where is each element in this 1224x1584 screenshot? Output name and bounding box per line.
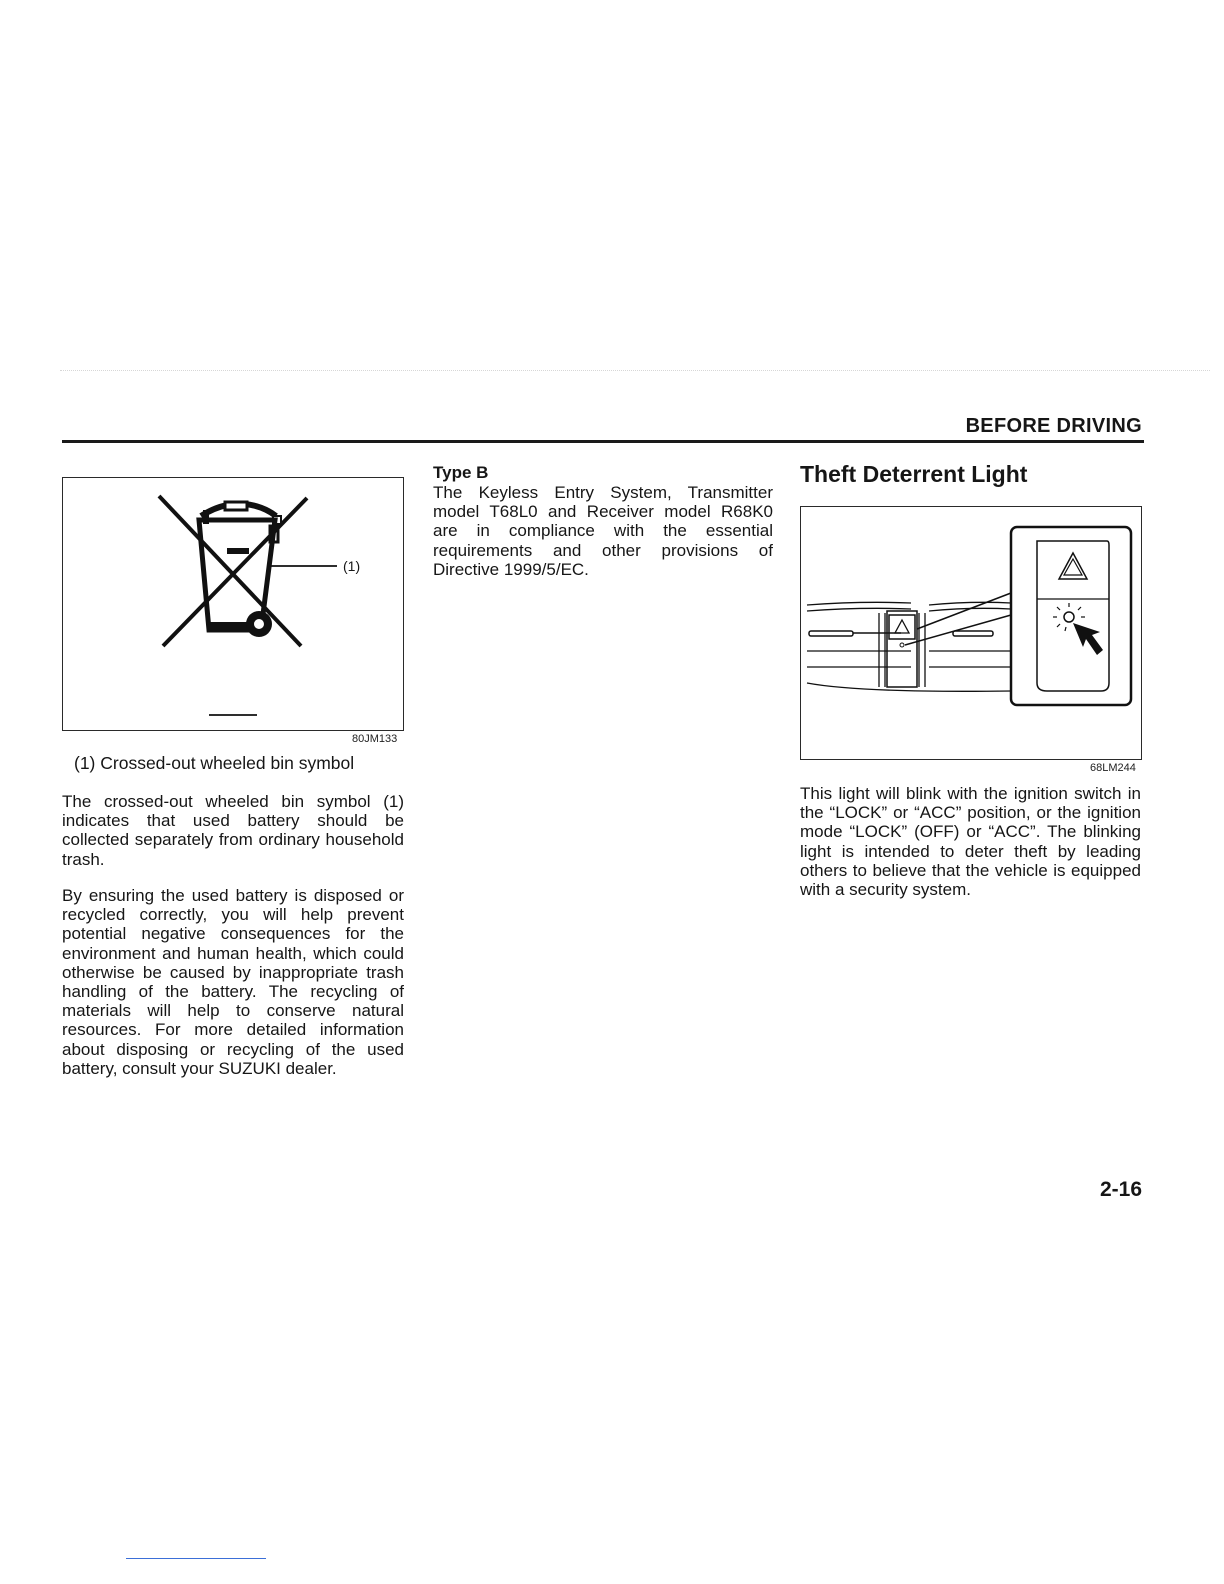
figure-code: 80JM133 [352,733,398,745]
paragraph-disposal: By ensuring the used battery is disposed or recycled correctly, you will help prevent potential negative consequences for the environment and human health, which could otherwise be caused by inappropriate trash handling of the battery. The recycling of materials will help to conserve natural resources. For more detailed information about disposing or recycling of the used battery, consult your SUZUKI dealer. [62,886,404,1078]
header-rule [62,440,1144,443]
paragraph-theft-light: This light will blink with the ignition switch in the “LOCK” or “ACC” position, or the ignition mode “LOCK” (OFF) or “ACC”. The blinking light is intended to deter theft by leading others to believe that the vehicle is equipped with a security system. [800,784,1141,900]
bin-figure [62,477,404,731]
page-number: 2-16 [1099,1178,1142,1201]
theft-light-heading: Theft Deterrent Light [800,461,1028,487]
hazard-switch-illustration-icon [801,507,1141,759]
figure-code-theft: 68LM244 [1090,762,1136,774]
section-header: BEFORE DRIVING [965,415,1142,437]
callout-label: (1) [343,558,361,574]
crossed-out-bin-icon [63,478,403,730]
paragraph-bin-symbol: The crossed-out wheeled bin symbol (1) indicates that used battery should be collected separately from ordinary household trash. [62,792,404,869]
figure-caption: (1) Crossed-out wheeled bin symbol [74,753,355,773]
type-b-heading: Type B [433,463,489,482]
paragraph-type-b: The Keyless Entry System, Transmitter model T68L0 and Receiver model R68K0 are in compliance with the essential requirements and other provisions of Directive 1999/5/EC. [433,483,773,579]
theft-light-figure [800,506,1142,760]
scan-artifact-line [126,1558,266,1559]
scan-artifact-dots [60,370,1210,371]
